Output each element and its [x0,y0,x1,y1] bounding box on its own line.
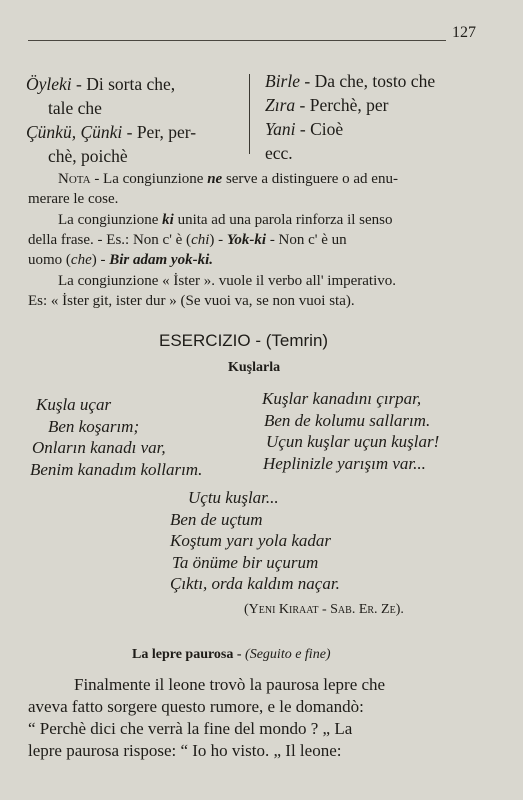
poem-line: Ben de uçtum [170,509,263,529]
poem-line: Ta önüme bir uçurum [172,552,319,572]
ki-line-1: La congiunzione ki unita ad una parola rinforza il senso [58,212,393,228]
poem-line: Heplinizle yarışım var... [263,453,426,473]
turkish-word: Zıra [265,95,296,115]
ister-line-2: Es: « İster git, ister dur » (Se vuoi va, se non vuoi sta). [28,293,355,309]
poem-line: Onların kanadı var, [32,438,166,457]
poem-line: Ben koşarım; [48,416,140,436]
poem-line: Koştum yarı yola kadar [170,531,332,550]
story-line: Finalmente il leone trovò la paurosa lepre che [74,675,386,694]
turkish-word: Yok-ki [226,232,267,248]
poem-line: Uçtu kuşlar... [188,488,279,507]
conjunction-entry [26,96,196,120]
poem-line: Kuşlar kanadını çırpar, [262,389,422,408]
header-rule [28,40,446,41]
turkish-word: Birle [265,71,300,91]
conjunction-entry [26,120,196,144]
turkish-word: ki [162,212,174,228]
story-title: La lepre paurosa - [132,647,246,662]
ki-line-3: uomo (che) - Bir adam yok-ki. [28,252,213,268]
poem-title: Kuşlarla [228,360,281,375]
turkish-word: Öyleki [26,74,72,94]
story-subtitle: (Seguito e fine) [245,647,331,662]
conjunction-entry [265,117,435,141]
poem-line: Ben de kolumu sallarım. [264,410,431,430]
conjunction-entry [265,141,435,165]
conjunction-entry [26,72,196,96]
meaning: chè, poichè [48,146,128,166]
meaning: - Cioè [295,119,344,139]
poem-left-column [30,394,202,480]
conjunction-list-right [265,69,435,165]
nota-line-2: merare le cose. [28,191,119,207]
story-line: “ Perchè dici che verrà la fine del mondo ? „ La [28,719,353,738]
turkish-word: Çünkü, Çünki [26,122,123,142]
poem-source: (Yeni Kiraat - Sab. Er. Ze). [244,602,404,617]
meaning: ecc. [265,143,293,163]
meaning: - Perchè, per [295,95,389,115]
nota-label: Nota [58,171,91,187]
poem-line: Uçun kuşlar uçun kuşlar! [266,432,440,451]
turkish-word: ne [207,171,223,187]
meaning: - Da che, tosto che [300,71,436,91]
conjunction-entry [265,93,435,117]
meaning: - Di sorta che, [71,74,176,94]
poem-line: Çıktı, orda kaldım naçar. [170,574,340,593]
meaning: - Per, per- [122,122,197,142]
exercise-title: ESERCIZIO - (Temrin) [159,331,329,350]
conjunction-list-left [26,72,196,168]
page-number: 127 [452,24,476,41]
story-heading [132,647,331,663]
poem-line: Kuşla uçar [36,395,112,414]
story-line: aveva fatto sorgere questo rumore, e le domandò: [28,697,364,716]
ister-line-1: La congiunzione « İster ». vuole il verbo all' imperativo. [58,273,397,289]
conjunction-entry [26,144,196,168]
poem-center-stanza [170,487,340,595]
nota-line-1: Nota - La congiunzione ne serve a distinguere o ad enu- [58,171,398,187]
poem-right-column [262,388,439,474]
meaning: tale che [48,98,102,118]
ki-line-2: della frase. - Es.: Non c' è (chi) - Yok-ki - Non c' è un [28,232,347,248]
conjunction-entry [265,69,435,93]
poem-line: Benim kanadım kollarım. [30,459,203,479]
turkish-word: Yani [265,119,296,139]
column-divider [249,74,250,154]
turkish-word: Bir adam yok-ki. [109,252,213,268]
story-line: lepre paurosa rispose: “ Io ho visto. „ Il leone: [28,741,342,760]
